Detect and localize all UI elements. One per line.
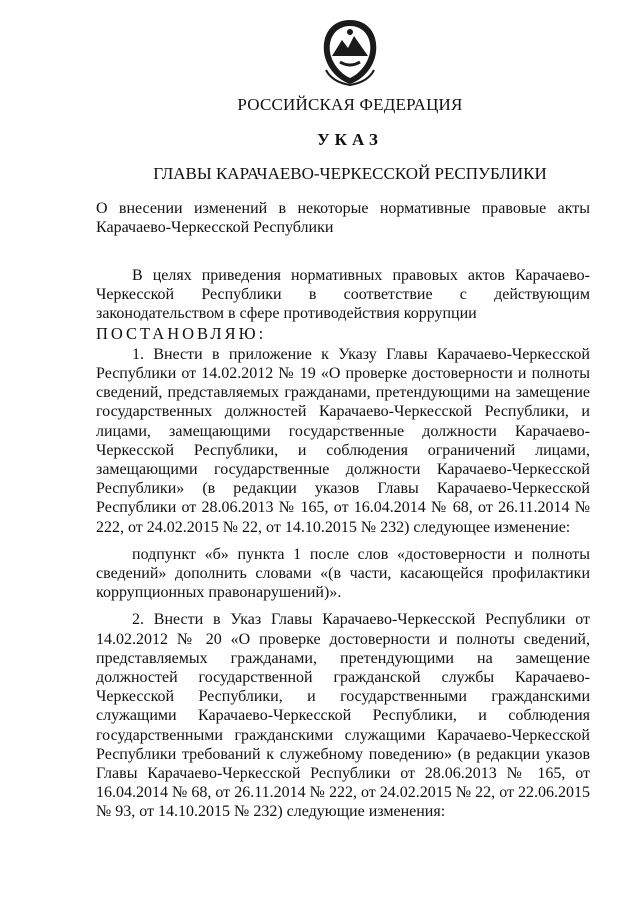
- decree-word: ПОСТАНОВЛЯЮ:: [96, 323, 267, 343]
- decree-body: [96, 266, 590, 822]
- coat-of-arms-icon: [318, 18, 382, 86]
- issuer-heading: ГЛАВЫ КАРАЧАЕВО-ЧЕРКЕССКОЙ РЕСПУБЛИКИ: [153, 164, 547, 183]
- item-1-subparagraph: подпункт «б» пункта 1 после слов «достоверности и полноты сведений» дополнить словами «(в части, касающейся профилактики коррупционных правонарушений)».: [96, 545, 590, 602]
- item-1-paragraph: 1. Внести в приложение к Указу Главы Карачаево-Черкесской Республики от 14.02.2012 № 19 «О проверке достоверности и полноты сведений, представляемых гражданами, претендующими на замещение государственных должностей Карачаево-Черкесской Республики, и лицами, замещающими государственные должности Карачаево-Черкесской Республики, и соблюдения ограничений лицами, замещающими государственные должности Карачаево-Черкесской Республики» (в редакции указов Главы Карачаево-Черкесской Республики от 28.06.2013 № 165, от 16.04.2014 № 68, от 26.11.2014 № 222, от 24.02.2015 № 22, от 14.10.2015 № 232) следующее изменение:: [96, 345, 590, 536]
- preamble-paragraph: В целях приведения нормативных правовых актов Карачаево-Черкесской Республики в соответствие с действующим законодательством в сфере противодействия коррупции: [96, 267, 590, 323]
- item-2-paragraph: 2. Внести в Указ Главы Карачаево-Черкесской Республики от 14.02.2012 № 20 «О проверке достоверности и полноты сведений, представляемых гражданами, претендующими на замещение должностей государственной гражданской службы Карачаево-Черкесской Республики, и государственными гражданскими служащими Карачаево-Черкесской Республики, и соблюдения государственными гражданскими служащими Карачаево-Черкесской Республики требований к служебному поведению» (в редакции указов Главы Карачаево-Черкесской Республики от 28.06.2013 № 165, от 16.04.2014 № 68, от 26.11.2014 № 222, от 24.02.2015 № 22, от 22.06.2015 № 93, от 14.10.2015 № 232) следующие изменения:: [96, 611, 590, 821]
- country-heading: РОССИЙСКАЯ ФЕДЕРАЦИЯ: [237, 95, 463, 114]
- document-type-heading: УКАЗ: [317, 130, 383, 149]
- decree-subject: О внесении изменений в некоторые нормативные правовые акты Карачаево-Черкесской Республики: [96, 200, 590, 236]
